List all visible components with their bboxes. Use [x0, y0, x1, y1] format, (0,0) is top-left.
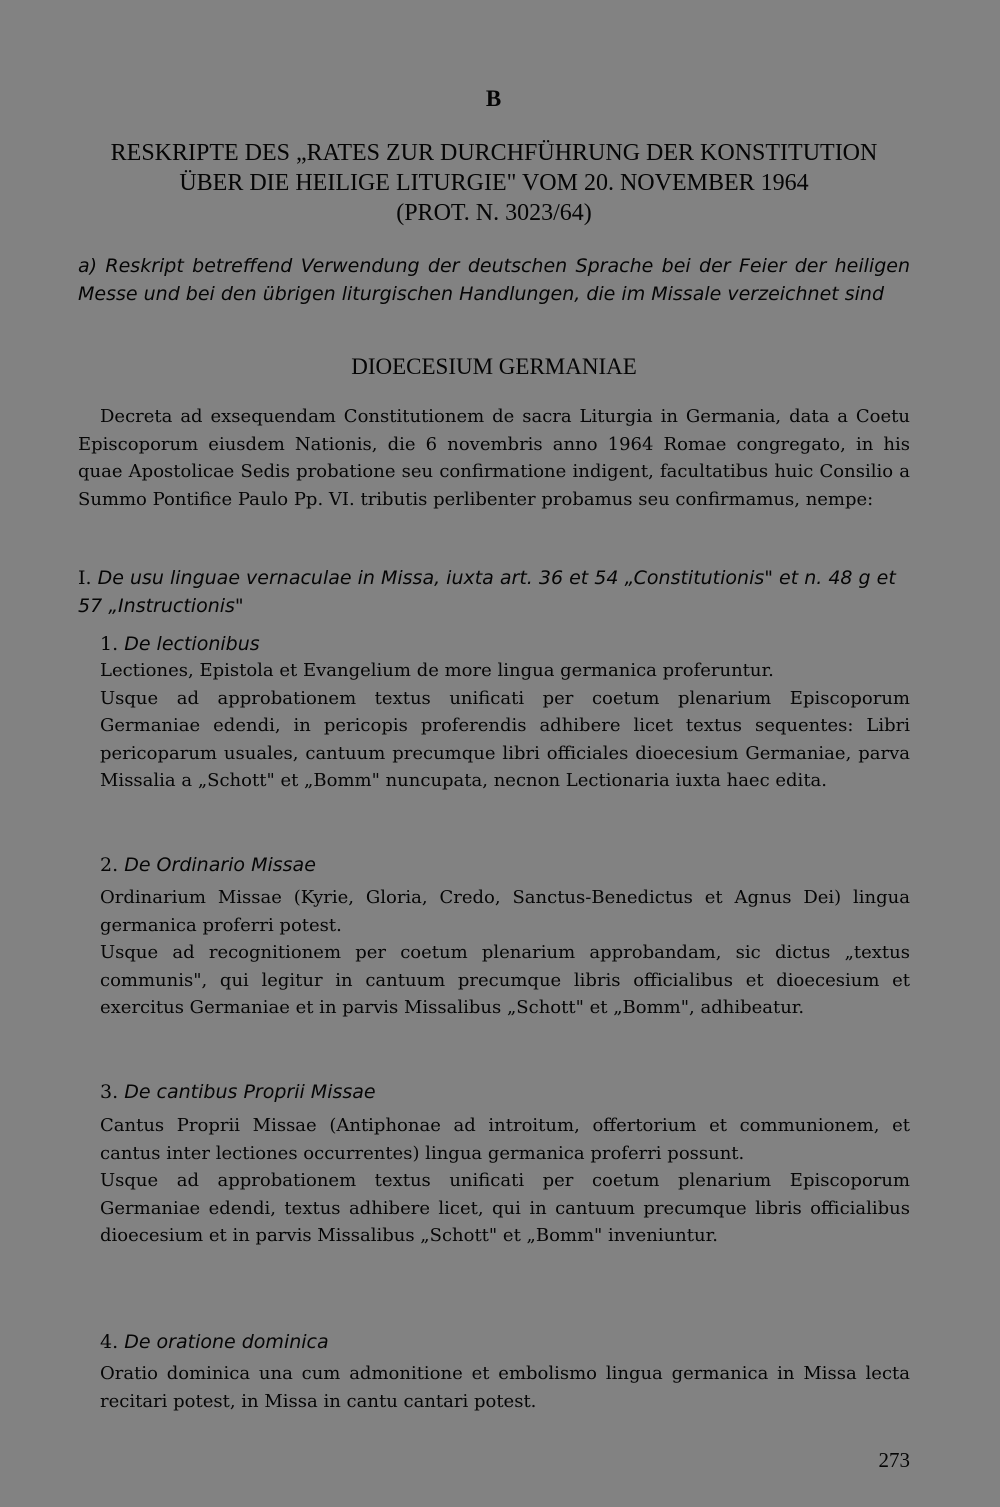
section-3-paragraph-2: Usque ad approbationem textus unificati per coetum plenarium Episcoporum Germaniae edendi, textus adhibere licet, qui in cantuum precumque libris officialibus dioecesium et in parvis Missalibus „Schott" et „Bomm" inveniuntur. — [100, 1170, 910, 1246]
section-4-heading — [100, 1328, 910, 1356]
section-2-heading — [100, 851, 910, 879]
section-1-body — [100, 657, 910, 795]
page-number: 273 — [878, 1448, 910, 1472]
section-4-body — [100, 1360, 910, 1415]
section-3-paragraph-1: Cantus Proprii Missae (Antiphonae ad introitum, offertorium et communionem, et cantus inter lectiones occurrentes) lingua germanica proferri possunt. — [100, 1115, 910, 1164]
section-4-paragraph-1: Oratio dominica una cum admonitione et embolismo lingua germanica in Missa lecta recitari potest, in Missa in cantu cantari potest. — [100, 1363, 910, 1412]
document-page — [78, 0, 910, 1507]
addressee-heading: DIOECESIUM GERMANIAE — [351, 354, 637, 379]
title-line-3: (PROT. N. 3023/64) — [396, 200, 592, 226]
rescript-subheading: a) Reskript betreffend Verwendung der deutschen Sprache bei der Feier der heiligen Messe und bei den übrigen liturgischen Handlungen, die im Missale verzeichnet sind — [78, 255, 910, 305]
section-3-number: 3. — [100, 1081, 119, 1103]
title-line-2: ÜBER DIE HEILIGE LITURGIE" VOM 20. NOVEMBER 1964 — [179, 170, 809, 196]
section-3-title: De cantibus Proprii Missae — [124, 1081, 376, 1103]
section-3-heading — [100, 1078, 910, 1106]
section-1-paragraph-1: Lectiones, Epistola et Evangelium de more lingua germanica proferuntur. — [100, 660, 774, 681]
section-2-title: De Ordinario Missae — [124, 854, 316, 876]
intro-paragraph: Decreta ad exsequendam Constitutionem de sacra Liturgia in Germania, data a Coetu Episcoporum eiusdem Nationis, die 6 novembris anno 1964 Romae congregato, in his quae Apostolicae Sedis probatione seu confirmatione indigent, facultatibus huic Consilio a Summo Pontifice Paulo Pp. VI. tributis perlibenter probamus seu confirmamus, nempe: — [78, 406, 910, 510]
section-2-paragraph-1: Ordinarium Missae (Kyrie, Gloria, Credo, Sanctus-Benedictus et Agnus Dei) lingua germanica proferri potest. — [100, 887, 910, 936]
section-2-number: 2. — [100, 854, 119, 876]
title-line-1: RESKRIPTE DES „RATES ZUR DURCHFÜHRUNG DER KONSTITUTION — [110, 140, 878, 166]
section-letter: B — [485, 86, 503, 111]
part-one-heading — [78, 564, 910, 620]
section-1-paragraph-2: Usque ad approbationem textus unificati per coetum plenarium Episcoporum Germaniae edendi, in pericopis proferendis adhibere licet textus sequentes: Libri pericoparum usuales, cantuum precumque libri officiales dioecesium Germaniae, parva Missalia a „Schott" et „Bomm" nuncupata, necnon Lectionaria iuxta haec edita. — [100, 687, 910, 791]
section-3-body — [100, 1112, 910, 1250]
section-1-heading — [100, 630, 910, 658]
section-1-title: De lectionibus — [124, 633, 260, 655]
part-one-number: I. — [78, 567, 92, 589]
section-1-number: 1. — [100, 633, 119, 655]
section-4-number: 4. — [100, 1331, 119, 1353]
section-2-paragraph-2: Usque ad recognitionem per coetum plenarium approbandam, sic dictus „textus communis", qui legitur in cantuum precumque libris officialibus et dioecesium et exercitus Germaniae et in parvis Missalibus „Schott" et „Bomm", adhibeatur. — [100, 942, 910, 1018]
part-one-title: De usu linguae vernaculae in Missa, iuxta art. 36 et 54 „Constitutionis" et n. 48 g et 57 „Instructionis" — [78, 567, 896, 617]
document-title — [78, 138, 910, 228]
section-2-body — [100, 884, 910, 1022]
section-4-title: De oratione dominica — [124, 1331, 329, 1353]
